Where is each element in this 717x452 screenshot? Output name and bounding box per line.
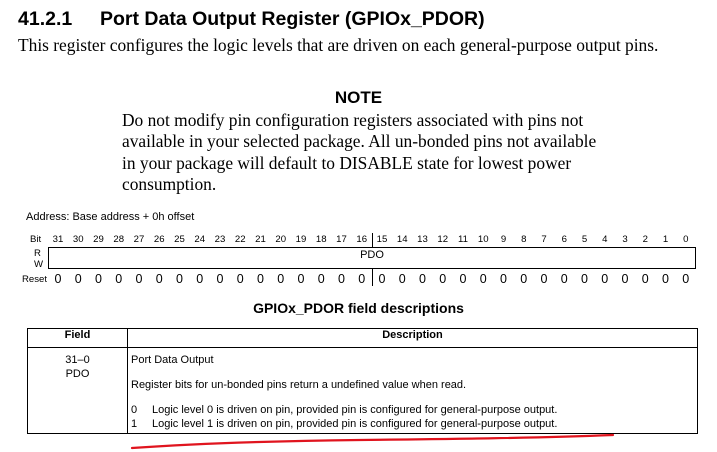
value-row bbox=[131, 417, 694, 431]
reset-value: 0 bbox=[358, 272, 366, 286]
reset-value: 0 bbox=[257, 272, 264, 286]
bit-number: 24 bbox=[194, 234, 206, 245]
bit-number: 23 bbox=[214, 234, 226, 245]
reset-value: 0 bbox=[479, 272, 487, 286]
bit-number: 3 bbox=[622, 234, 628, 245]
bit-number: 31 bbox=[52, 234, 64, 245]
bit-number: 25 bbox=[174, 234, 185, 245]
reset-value: 0 bbox=[621, 272, 629, 286]
field-bits: 31–0 bbox=[65, 354, 90, 366]
reset-value: 0 bbox=[196, 272, 204, 286]
section-intro: This register configures the logic levels that are driven on each general-purpose output pins. bbox=[18, 35, 659, 55]
reset-value: 0 bbox=[520, 272, 528, 286]
section-number: 41.2.1 bbox=[18, 8, 73, 30]
register-address: Address: Base address + 0h offset bbox=[26, 211, 195, 223]
reset-value: 0 bbox=[176, 272, 183, 286]
value-code: 0 bbox=[131, 404, 138, 416]
description-column-header: Description bbox=[128, 329, 698, 348]
reset-value: 0 bbox=[378, 272, 386, 286]
reset-value: 0 bbox=[54, 272, 62, 286]
value-code: 1 bbox=[131, 418, 138, 430]
bit-number: 4 bbox=[602, 234, 608, 245]
bit-number: 16 bbox=[356, 234, 368, 245]
bit-number: 5 bbox=[581, 234, 588, 245]
reset-value: 0 bbox=[155, 272, 163, 286]
reset-value: 0 bbox=[581, 272, 588, 286]
bit-number: 21 bbox=[255, 234, 266, 245]
bit-number: 15 bbox=[376, 234, 388, 245]
bit-label: Bit bbox=[30, 234, 42, 245]
field-cell bbox=[28, 348, 128, 434]
reset-value: 0 bbox=[662, 272, 669, 286]
bit-number: 10 bbox=[477, 234, 489, 245]
reset-value: 0 bbox=[277, 272, 285, 286]
bit-number: 14 bbox=[396, 234, 408, 245]
reset-value: 0 bbox=[297, 272, 305, 286]
register-field-name: PDO bbox=[360, 249, 384, 261]
bit-number: 13 bbox=[417, 234, 428, 245]
reset-value: 0 bbox=[74, 272, 82, 286]
field-column-header: Field bbox=[28, 329, 128, 348]
table-header-row bbox=[28, 329, 698, 348]
note-body: Do not modify pin configuration registers associated with pins not available in your selected package. All un-bonded pins not available in your package will default to DISABLE state for lowest power consumption. bbox=[122, 110, 597, 195]
reset-value: 0 bbox=[95, 272, 102, 286]
read-label: R bbox=[34, 248, 41, 259]
bit-number: 26 bbox=[153, 234, 165, 245]
bit-number: 11 bbox=[458, 234, 468, 245]
reset-value: 0 bbox=[419, 272, 426, 286]
bit-number: 29 bbox=[93, 234, 104, 245]
bit-number: 6 bbox=[561, 234, 567, 245]
reset-value: 0 bbox=[500, 272, 507, 286]
reset-value: 0 bbox=[560, 272, 568, 286]
reset-value: 0 bbox=[601, 272, 609, 286]
reset-value: 0 bbox=[439, 272, 447, 286]
value-row bbox=[131, 403, 694, 417]
bit-number: 0 bbox=[683, 234, 689, 245]
section-title: Port Data Output Register (GPIOx_PDOR) bbox=[100, 8, 485, 30]
description-title: Port Data Output bbox=[131, 354, 214, 366]
field-table-title: GPIOx_PDOR field descriptions bbox=[253, 300, 464, 316]
bit-number: 30 bbox=[72, 234, 84, 245]
bit-number: 27 bbox=[133, 234, 145, 245]
reset-label: Reset bbox=[22, 274, 48, 285]
bit-number: 18 bbox=[315, 234, 327, 245]
table-row bbox=[28, 348, 698, 434]
reset-value: 0 bbox=[459, 272, 467, 286]
value-text: Logic level 1 is driven on pin, provided pin is configured for general-purpose output. bbox=[152, 418, 558, 430]
reset-value: 0 bbox=[317, 272, 325, 286]
reset-value: 0 bbox=[216, 272, 224, 286]
bit-number: 12 bbox=[437, 234, 449, 245]
reset-value: 0 bbox=[682, 272, 690, 286]
bit-number: 17 bbox=[336, 234, 347, 245]
value-text: Logic level 0 is driven on pin, provided pin is configured for general-purpose output. bbox=[152, 404, 558, 416]
bit-number: 1 bbox=[662, 234, 669, 245]
reset-value: 0 bbox=[135, 272, 143, 286]
bit-number: 22 bbox=[234, 234, 246, 245]
red-underline-annotation bbox=[130, 432, 620, 452]
field-name: PDO bbox=[65, 368, 90, 380]
halfword-divider-top bbox=[372, 233, 373, 247]
field-descriptions-table bbox=[27, 328, 698, 434]
reset-value: 0 bbox=[398, 272, 406, 286]
bit-number: 19 bbox=[295, 234, 307, 245]
bit-number: 28 bbox=[113, 234, 125, 245]
write-label: W bbox=[34, 259, 44, 270]
description-cell bbox=[128, 348, 698, 434]
bit-number: 2 bbox=[642, 234, 648, 245]
note-title: NOTE bbox=[334, 88, 383, 107]
bit-number: 8 bbox=[521, 234, 527, 245]
reset-value: 0 bbox=[236, 272, 244, 286]
reset-value: 0 bbox=[338, 272, 345, 286]
reset-value: 0 bbox=[115, 272, 123, 286]
bit-number: 20 bbox=[275, 234, 287, 245]
bit-number: 7 bbox=[541, 234, 547, 245]
reset-value: 0 bbox=[540, 272, 548, 286]
description-note: Register bits for un-bonded pins return a undefined value when read. bbox=[131, 379, 467, 391]
bit-number: 9 bbox=[500, 234, 507, 245]
reset-value: 0 bbox=[641, 272, 649, 286]
